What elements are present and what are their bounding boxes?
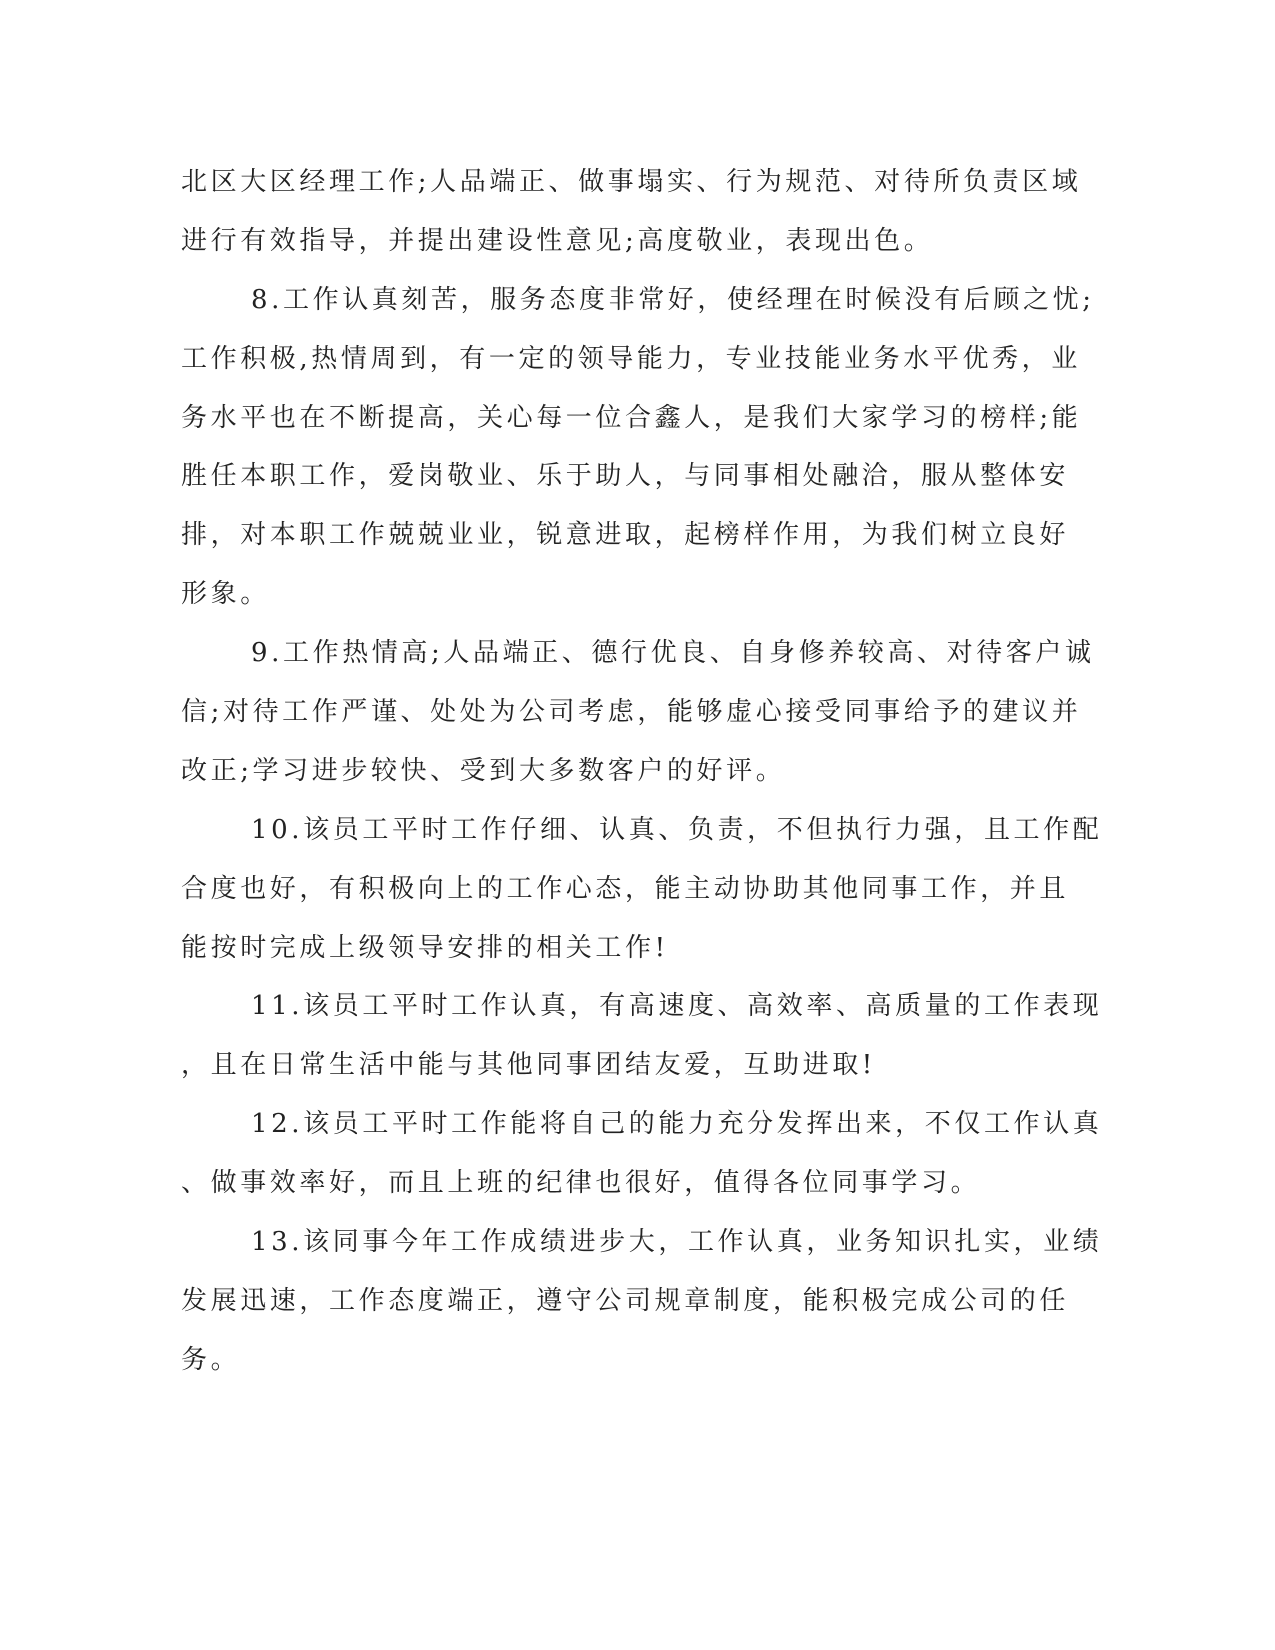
document-body bbox=[181, 153, 1103, 1390]
text-line: 北区大区经理工作;人品端正、做事塌实、行为规范、对待所负责区域 bbox=[181, 167, 1082, 197]
text-line: 9.工作热情高;人品端正、德行优良、自身修养较高、对待客户诚 bbox=[251, 638, 1095, 669]
text-line: 务水平也在不断提高，关心每一位合鑫人，是我们大家学习的榜样;能 bbox=[181, 402, 1082, 433]
text-line: 合度也好，有积极向上的工作心态，能主动协助其他同事工作，并且 bbox=[181, 873, 1070, 904]
text-line: 能按时完成上级领导安排的相关工作! bbox=[181, 932, 669, 963]
text-line: 信;对待工作严谨、处处为公司考虑，能够虚心接受同事给予的建议并 bbox=[181, 697, 1082, 728]
text-line: 发展迅速，工作态度端正，遵守公司规章制度，能积极完成公司的任 bbox=[181, 1285, 1070, 1316]
text-line: 13.该同事今年工作成绩进步大，工作认真，业务知识扎实，业绩 bbox=[251, 1227, 1103, 1258]
text-line: 工作积极,热情周到，有一定的领导能力，专业技能业务水平优秀，业 bbox=[181, 343, 1081, 374]
text-line: 排，对本职工作兢兢业业，锐意进取，起榜样作用，为我们树立良好 bbox=[181, 520, 1070, 551]
text-line: 务。 bbox=[181, 1344, 241, 1375]
text-line: 胜任本职工作，爱岗敬业、乐于助人，与同事相处融洽，服从整体安 bbox=[181, 461, 1070, 492]
text-line: 形象。 bbox=[181, 579, 270, 610]
text-line: 改正;学习进步较快、受到大多数客户的好评。 bbox=[181, 755, 786, 786]
text-line: 进行有效指导，并提出建设性意见;高度敬业，表现出色。 bbox=[181, 225, 934, 256]
text-line: 10.该员工平时工作仔细、认真、负责，不但执行力强，且工作配 bbox=[251, 814, 1103, 845]
text-line: 11.该员工平时工作认真，有高速度、高效率、高质量的工作表现 bbox=[251, 991, 1103, 1022]
text-line: 、做事效率好，而且上班的纪律也很好，值得各位同事学习。 bbox=[181, 1168, 981, 1199]
text-line: ，且在日常生活中能与其他同事团结友爱，互助进取! bbox=[181, 1050, 876, 1081]
text-line: 8.工作认真刻苦，服务态度非常好，使经理在时候没有后顾之忧; bbox=[251, 284, 1095, 315]
text-line: 12.该员工平时工作能将自己的能力充分发挥出来，不仅工作认真 bbox=[251, 1109, 1103, 1140]
